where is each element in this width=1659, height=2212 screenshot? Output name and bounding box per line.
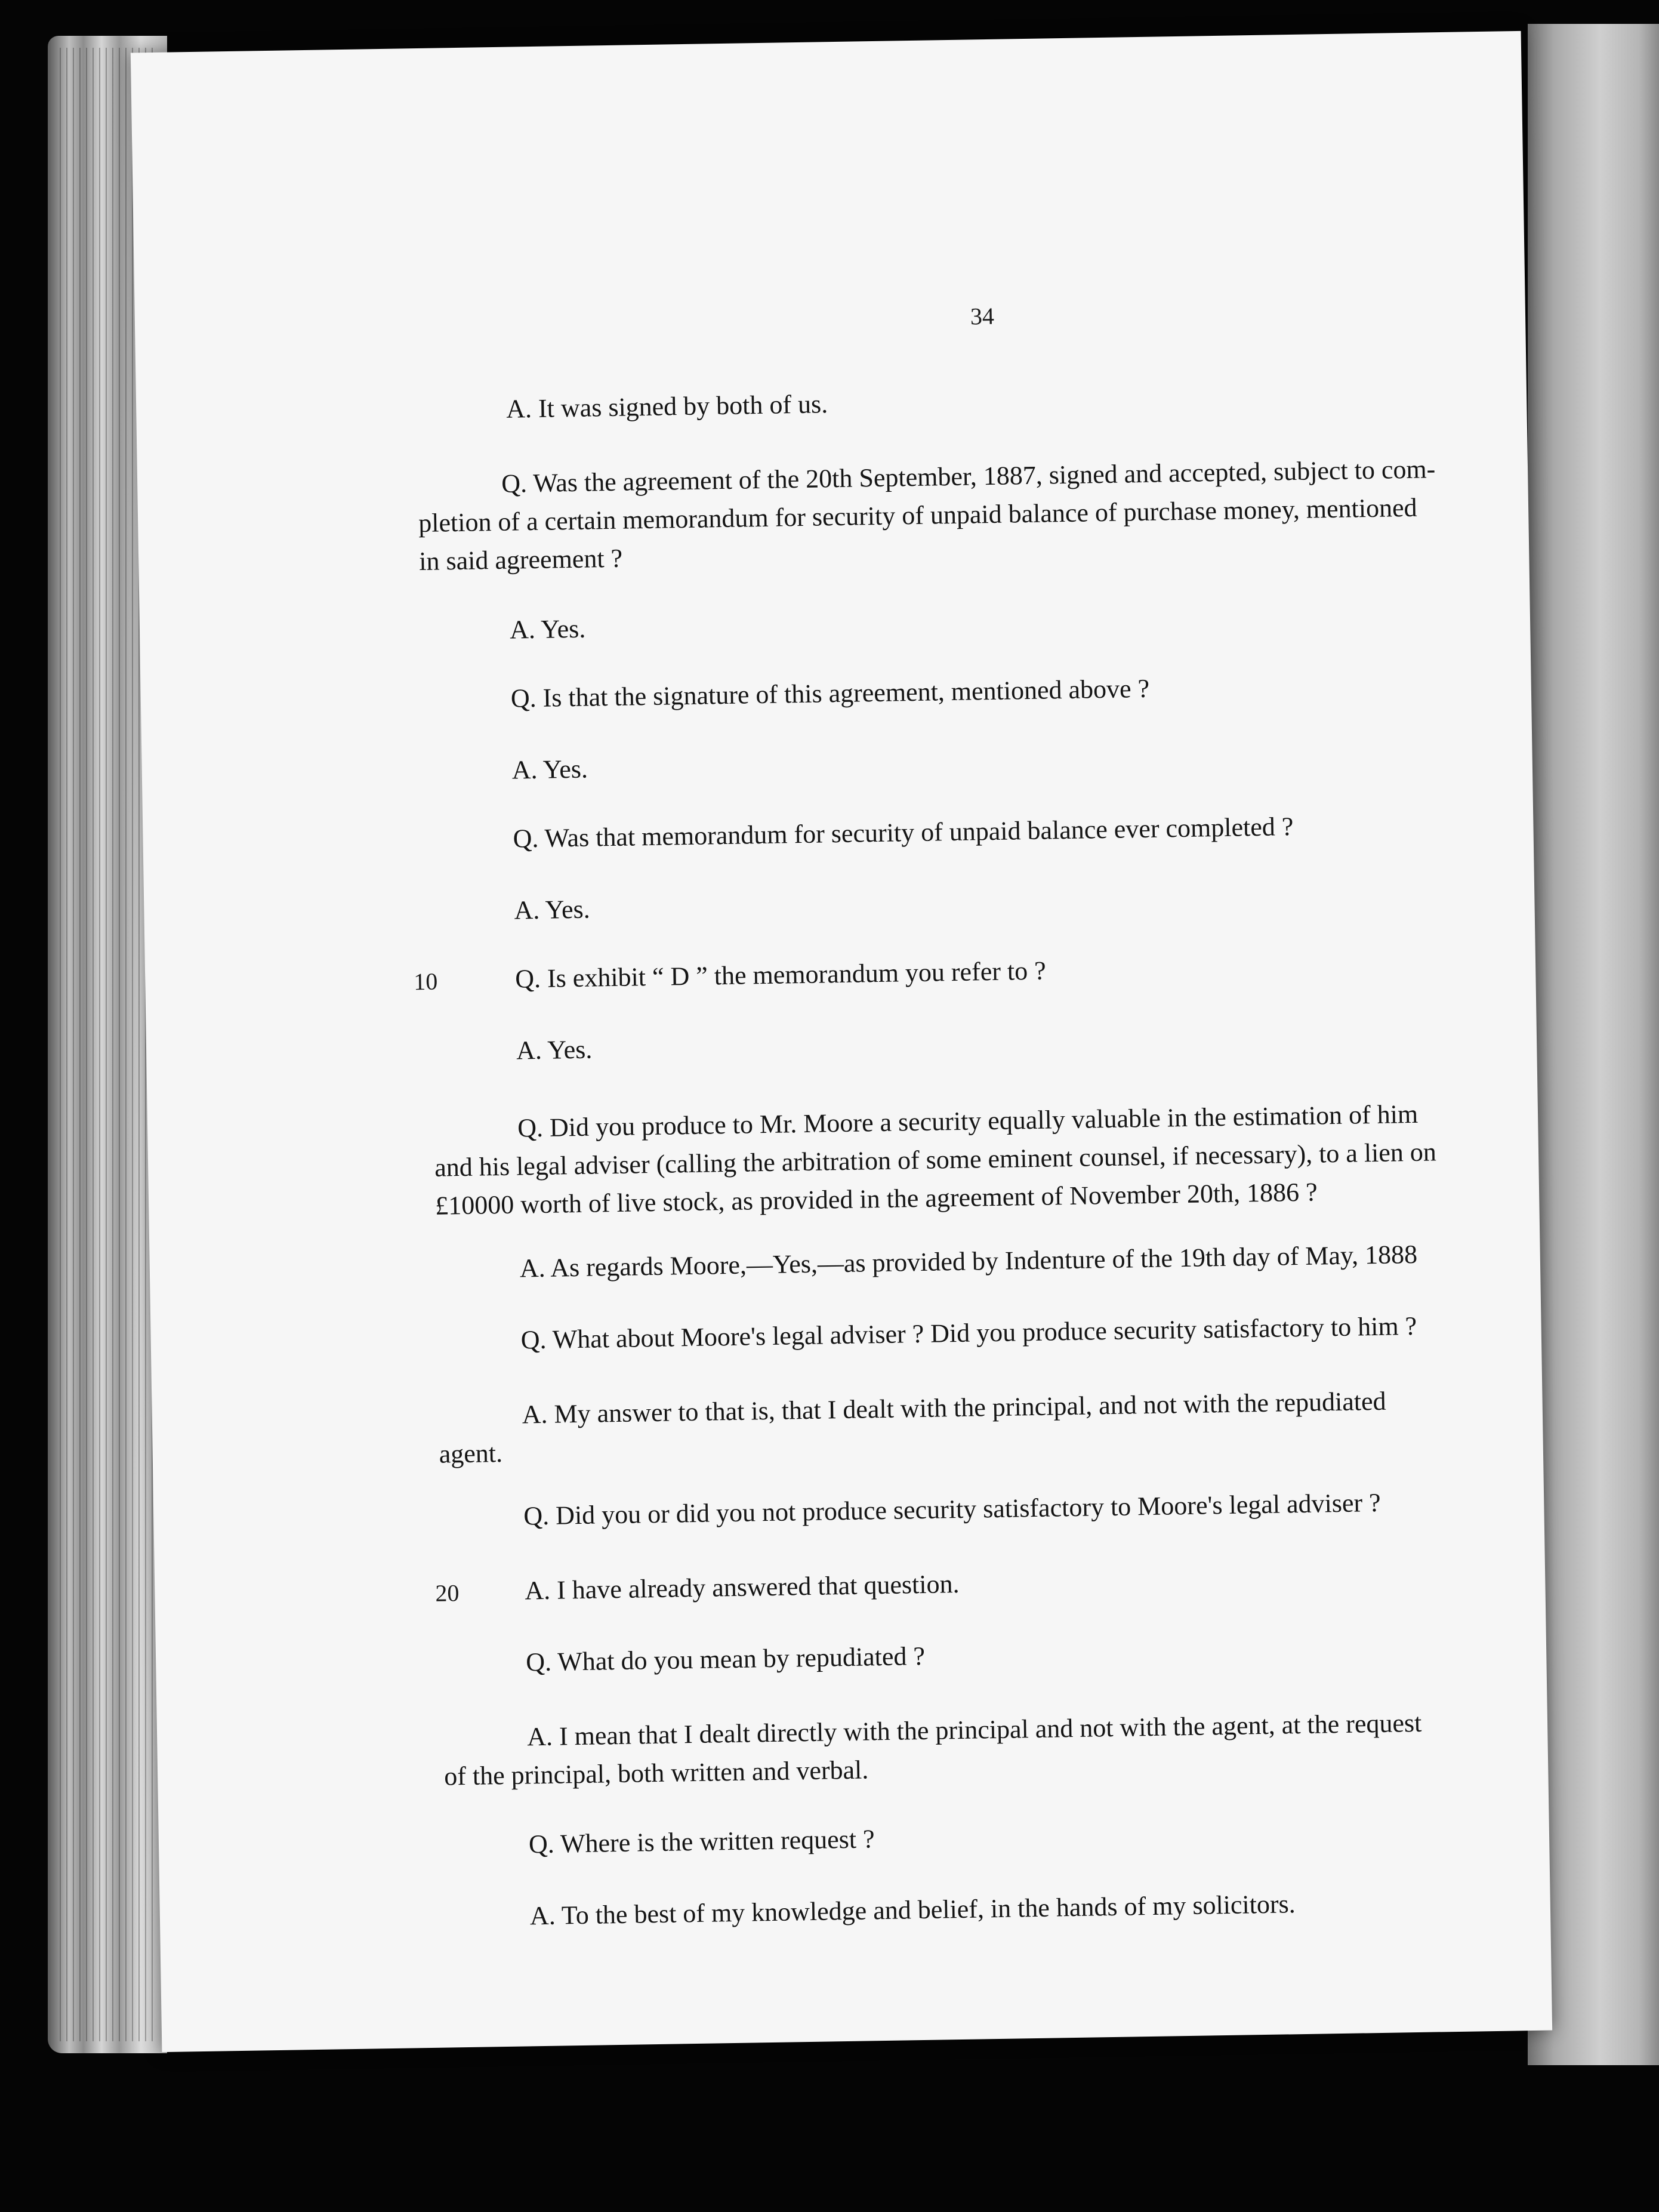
text-line: Q. Did you produce to Mr. Moore a security equally valuable in the estimation of him — [517, 1099, 1419, 1143]
answer-dealt-directly — [443, 1704, 1423, 1796]
text-line: A. Yes. — [509, 614, 586, 645]
text-line: A. Yes. — [516, 1034, 593, 1065]
page-number: 34 — [970, 302, 995, 330]
text-line: and his legal adviser (calling the arbitration of some eminent counsel, if necessary), to a lien on — [434, 1137, 1437, 1182]
question-memorandum-completed — [513, 808, 1294, 858]
text-line: A. Yes. — [514, 894, 591, 925]
text-line: Q. Where is the written request ? — [528, 1824, 875, 1859]
line-number-10: 10 — [413, 968, 438, 996]
text-line: pletion of a certain memorandum for security of unpaid balance of purchase money, mentioned — [418, 492, 1417, 538]
text-line: Q. Did you or did you not produce security satisfactory to Moore's legal adviser ? — [523, 1487, 1381, 1531]
answer-yes-3 — [514, 891, 590, 930]
text-line: A. I mean that I dealt directly with the principal and not with the agent, at the request — [526, 1708, 1422, 1752]
question-exhibit-d — [515, 952, 1046, 999]
question-written-request — [529, 1820, 875, 1863]
text-line: Q. Is exhibit “ D ” the memorandum you refer to ? — [514, 956, 1047, 994]
text-line: Q. Was the agreement of the 20th September, 1887, signed and accepted, subject to com- — [501, 454, 1436, 498]
answer-solicitors — [529, 1885, 1296, 1935]
text-line: Q. Was that memorandum for security of unpaid balance ever completed ? — [513, 812, 1294, 854]
question-security-satisfactory — [523, 1484, 1381, 1536]
answer-as-regards-moore — [519, 1236, 1417, 1288]
question-repudiated — [526, 1637, 926, 1681]
text-line: agent. — [439, 1438, 503, 1469]
answer-signed-by-both — [506, 385, 828, 428]
line-number-20: 20 — [435, 1579, 460, 1607]
text-line: £10000 worth of live stock, as provided in the agreement of November 20th, 1886 ? — [434, 1177, 1318, 1221]
answer-yes-2 — [511, 750, 588, 790]
text-line: of the principal, both written and verbal. — [443, 1755, 869, 1791]
text-line: Q. What do you mean by repudiated ? — [525, 1641, 926, 1677]
text-line: in said agreement ? — [418, 543, 623, 577]
text-line: A. To the best of my knowledge and belief, in the hands of my solicitors. — [529, 1889, 1296, 1931]
answer-already-answered — [525, 1565, 960, 1610]
text-line: A. My answer to that is, that I dealt with the principal, and not with the repudiated — [522, 1386, 1386, 1430]
question-legal-adviser — [520, 1307, 1417, 1360]
text-line: A. I have already answered that question. — [524, 1569, 960, 1606]
text-line: Q. Is that the signature of this agreement, mentioned above ? — [510, 673, 1150, 713]
page-sheet — [131, 31, 1552, 2052]
answer-yes-4 — [516, 1031, 593, 1070]
text-line: A. It was signed by both of us. — [505, 389, 828, 424]
answer-dealt-with-principal — [438, 1382, 1387, 1474]
text-line: A. As regards Moore,—Yes,—as provided by Indenture of the 19th day of May, 1888 — [519, 1239, 1418, 1283]
question-security-moore — [434, 1095, 1438, 1225]
text-line: Q. What about Moore's legal adviser ? Did you produce security satisfactory to him ? — [520, 1311, 1417, 1355]
question-signature — [510, 670, 1149, 718]
question-agreement-1887 — [418, 450, 1437, 581]
text-line: A. Yes. — [511, 754, 588, 785]
answer-yes-1 — [510, 610, 586, 649]
